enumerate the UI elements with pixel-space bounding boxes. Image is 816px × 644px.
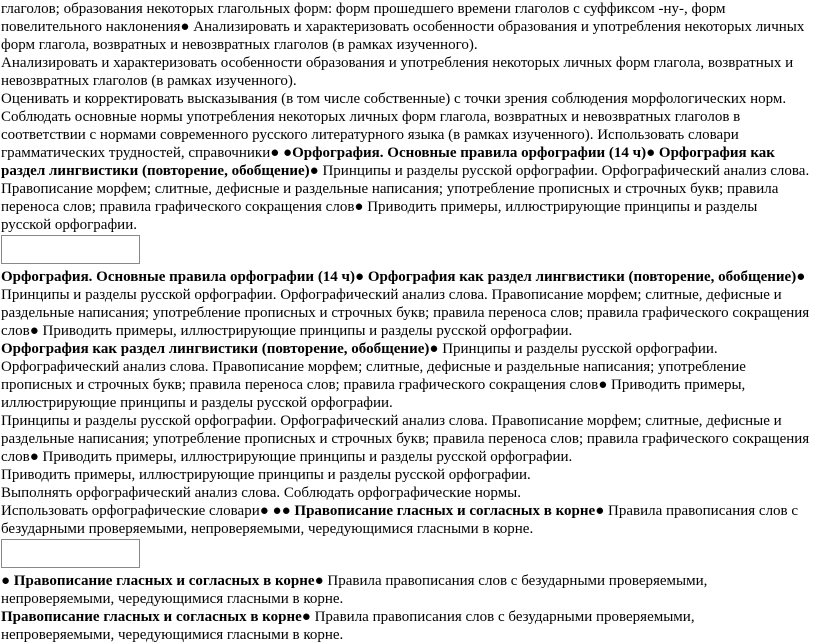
paragraph bbox=[1, 90, 810, 234]
body-text: Анализировать и характеризовать особенности образования и употребления некоторых личных форм глагола, возвратных и невозвратных глаголов (в рамках изученного). bbox=[1, 55, 794, 89]
body-text: Принципы и разделы русской орфографии. Орфографический анализ слова. Правописание морфем; слитные, дефисные и раздельные написания; употребление прописных и строчных букв; правила переноса слов; правила графического сокращения слов● Приводить примеры, иллюстрирующие принципы и разделы русской орфографии. bbox=[1, 413, 810, 465]
body-text: Принципы и разделы русской орфографии. Орфографический анализ слова. Правописание морфем; слитные, дефисные и раздельные написания; употребление прописных и строчных букв; правила переноса слов; правила графического сокращения слов● Приводить примеры, иллюстрирующие принципы и разделы русской орфографии. bbox=[1, 341, 746, 411]
bold-heading-text: ● Правописание гласных и согласных в корне● bbox=[281, 503, 605, 519]
paragraph bbox=[1, 340, 810, 412]
body-text: Принципы и разделы русской орфографии. Орфографический анализ слова. Правописание морфем; слитные, дефисные и раздельные написания; употребление прописных и строчных букв; правила переноса слов; правила графического сокращения слов● Приводить примеры, иллюстрирующие принципы и разделы русской орфографии. bbox=[1, 287, 810, 339]
body-text: Правила правописания слов с безударными проверяемыми, непроверяемыми, чередующимися гласными в корне. bbox=[1, 609, 695, 643]
bold-heading-text: Орфография. Основные правила орфографии (14 ч)● Орфография как раздел лингвистики (повторение, обобщение)● bbox=[1, 145, 775, 179]
body-text: Приводить примеры, иллюстрирующие принципы и разделы русской орфографии. bbox=[1, 467, 531, 483]
paragraph bbox=[1, 572, 810, 608]
paragraph bbox=[1, 608, 810, 644]
paragraph bbox=[1, 484, 810, 502]
bold-heading-text: Орфография. Основные правила орфографии (14 ч)● Орфография как раздел лингвистики (повторение, обобщение)● bbox=[1, 269, 806, 285]
paragraph bbox=[1, 502, 810, 538]
body-text: Выполнять орфографический анализ слова. Соблюдать орфографические нормы. bbox=[1, 485, 522, 501]
empty-table-cell bbox=[1, 235, 140, 264]
paragraph bbox=[1, 268, 810, 340]
empty-table-cell bbox=[1, 539, 140, 568]
paragraph bbox=[1, 466, 810, 484]
body-text: Принципы и разделы русской орфографии. Орфографический анализ слова. Правописание морфем; слитные, дефисные и раздельные написания; употребление прописных и строчных букв; правила переноса слов; правила графического сокращения слов● Приводить примеры, иллюстрирующие принципы и разделы русской орфографии. bbox=[1, 163, 810, 233]
paragraph bbox=[1, 412, 810, 466]
body-text: Правила правописания слов с безударными проверяемыми, непроверяемыми, чередующимися гласными в корне. bbox=[1, 503, 799, 537]
paragraph bbox=[1, 0, 810, 54]
bold-heading-text: Правописание гласных и согласных в корне● bbox=[1, 609, 311, 625]
bold-heading-text: Орфография как раздел лингвистики (повторение, обобщение)● bbox=[1, 341, 439, 357]
body-text: Правила правописания слов с безударными проверяемыми, непроверяемыми, чередующимися гласными в корне. bbox=[1, 573, 708, 607]
body-text: Оценивать и корректировать высказывания (в том числе собственные) с точки зрения соблюдения морфологических норм. Соблюдать основные нормы употребления некоторых личных форм глагола, возвратных и невозвратных глаголов в соответствии с нормами современного русского литературного языка (в рамках изученного). Использовать словари грамматических трудностей, справочники● ● bbox=[1, 91, 787, 161]
bold-heading-text: ● Правописание гласных и согласных в корне● bbox=[1, 573, 324, 589]
body-text: Использовать орфографические словари● ● bbox=[1, 503, 282, 519]
paragraph bbox=[1, 54, 810, 90]
body-text: глаголов; образования некоторых глагольных форм: форм прошедшего времени глаголов с суффиксом -ну-, форм повелительного наклонения● Анализировать и характеризовать особенности образования и употребления некоторых личных форм глагола, возвратных и невозвратных глаголов (в рамках изученного). bbox=[1, 1, 805, 53]
